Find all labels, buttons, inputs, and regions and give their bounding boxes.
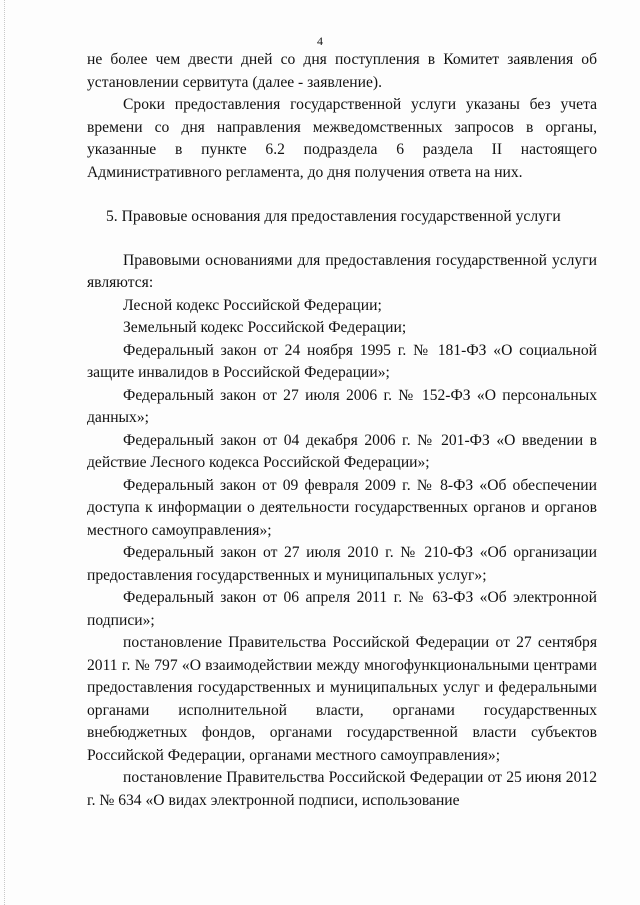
list-item-resolution-797: постановление Правительства Российской Федерации от 27 сентября 2011 г. № 797 «О взаимодействии между многофункциональными центрами предоставления государственных и муниципальных услуг и федеральными органами исполнительной власти, органами государственных внебюджетных фондов, органами государственной власти субъектов Российской Федерации, органами местного самоуправления»;	[87, 634, 597, 764]
list-item-law-63: Федеральный закон от 06 апреля 2011 г. № 63-ФЗ «Об электронной подписи»;	[87, 589, 597, 629]
list-item-resolution-634: постановление Правительства Российской Федерации от 25 июня 2012 г. № 634 «О видах электронной подписи, использование	[87, 769, 597, 809]
list-item-law-201: Федеральный закон от 04 декабря 2006 г. № 201-ФЗ «О введении в действие Лесного кодекса Российской Федерации»;	[87, 431, 597, 471]
list-item-law-8: Федеральный закон от 09 февраля 2009 г. № 8-ФЗ «Об обеспечении доступа к информации о деятельности государственных органов и органов местного самоуправления»;	[87, 476, 597, 539]
list-item-land-code: Земельный кодекс Российской Федерации;	[123, 319, 407, 336]
scan-edge-line	[4, 0, 6, 905]
section-heading: 5. Правовые основания для предоставления государственной услуги	[106, 208, 561, 225]
list-item-forest-code: Лесной кодекс Российской Федерации;	[123, 296, 382, 314]
list-item-law-210: Федеральный закон от 27 июля 2010 г. № 210-ФЗ «Об организации предоставления государственных и муниципальных услуг»;	[87, 544, 597, 584]
page-number: 4	[317, 34, 323, 48]
paragraph-continuation: не более чем двести дней со дня поступления в Комитет заявления об установлении сервитута (далее - заявление).	[87, 51, 597, 91]
paragraph-legal-basis-intro: Правовыми основаниями для предоставления государственной услуги являются:	[87, 251, 597, 291]
list-item-law-152: Федеральный закон от 27 июля 2006 г. № 152-ФЗ «О персональных данных»;	[87, 386, 597, 426]
list-item-law-181: Федеральный закон от 24 ноября 1995 г. № 181-ФЗ «О социальной защите инвалидов в Российской Федерации»;	[87, 341, 597, 381]
document-body	[87, 49, 597, 812]
paragraph-terms: Сроки предоставления государственной услуги указаны без учета времени со дня направления межведомственных запросов в органы, указанные в пункте 6.2 подраздела 6 раздела II настоящего Административного регламента, до дня получения ответа на них.	[87, 96, 597, 181]
